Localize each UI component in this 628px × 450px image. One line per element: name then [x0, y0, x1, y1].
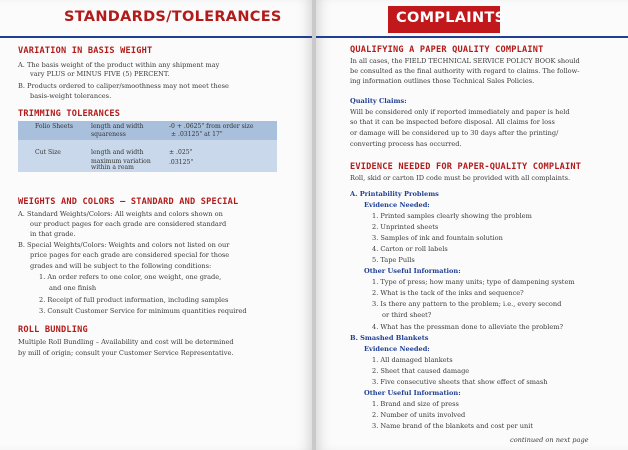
basis-line: basis-weight tolerances. — [30, 92, 112, 100]
roll-bundling-title: ROLL BUNDLING — [18, 325, 88, 335]
claims-line: or damage will be considered up to 30 days after the printing/ — [350, 129, 559, 137]
list-item: 2. Unprinted sheets — [372, 223, 439, 231]
list-item: 3. Five consecutive sheets that show effect of smash — [372, 378, 548, 386]
qual-line: be consulted as the final authority with regard to claims. The follow- — [350, 67, 580, 75]
list-item: 1. All damaged blankets — [372, 356, 453, 364]
table-cell: length and width — [91, 149, 144, 156]
evidence-title: EVIDENCE NEEDED FOR PAPER-QUALITY COMPLAINT — [350, 162, 582, 172]
list-item: 1. Type of press; how many units; type of dampening system — [372, 278, 575, 286]
smashed-blankets-title: B. Smashed Blankets — [350, 334, 429, 342]
basis-weight-title: VARIATION IN BASIS WEIGHT — [18, 46, 153, 56]
printability-title: A. Printability Problems — [350, 190, 439, 198]
table-cell: length and width — [91, 123, 144, 130]
list-item: or third sheet? — [382, 311, 432, 319]
colors-line: B. Special Weights/Colors: Weights and colors not listed on our — [18, 241, 230, 249]
qual-line: ing information outlines those Technical Sales Policies. — [350, 77, 535, 85]
trimming-title: TRIMMING TOLERANCES — [18, 109, 121, 119]
table-cell: within a ream — [91, 164, 134, 171]
table-cell: Folio Sheets — [35, 123, 73, 130]
continued-note: continued on next page — [510, 436, 589, 444]
colors-line: grades and will be subject to the following conditions: — [30, 262, 212, 270]
trimming-table — [18, 121, 277, 172]
claims-line: Will be considered only if reported immediately and paper is held — [350, 108, 570, 116]
evidence-intro: Roll, skid or carton ID code must be provided with all complaints. — [350, 174, 571, 182]
table-cell: ± .03125" at 17" — [171, 131, 223, 138]
roll-line: Multiple Roll Bundling – Availability and cost will be determined — [18, 338, 234, 346]
basis-line: vary PLUS or MINUS FIVE (5) PERCENT. — [30, 70, 170, 78]
colors-line: and one finish — [49, 284, 97, 292]
colors-line: in that grade. — [30, 230, 76, 238]
basis-line: B. Products ordered to caliper/smoothness may not meet these — [18, 82, 229, 90]
list-item: 1. Brand and size of press — [372, 400, 459, 408]
list-item: 3. Is there any pattern to the problem; i.e., every second — [372, 300, 562, 308]
basis-line: A. The basis weight of the product within any shipment may — [18, 61, 220, 69]
table-cell: maximum variation — [91, 158, 151, 165]
list-item: 1. Printed samples clearly showing the problem — [372, 212, 532, 220]
other-info-label: Other Useful Information: — [364, 267, 461, 275]
evidence-needed-label: Evidence Needed: — [364, 201, 430, 209]
list-item: 3. Samples of ink and fountain solution — [372, 234, 503, 242]
table-cell: .03125" — [169, 159, 194, 166]
table-cell: ± .025" — [169, 149, 193, 156]
other-info-label: Other Useful Information: — [364, 389, 461, 397]
list-item: 4. Carton or roll labels — [372, 245, 448, 253]
colors-line: price pages for each grade are considered special for those — [30, 251, 230, 259]
right-page-header: COMPLAINTS — [396, 10, 506, 26]
weights-colors-title: WEIGHTS AND COLORS – STANDARD AND SPECIAL — [18, 197, 239, 207]
left-page-header: STANDARDS/TOLERANCES — [64, 9, 282, 25]
left-page — [0, 0, 312, 450]
claims-line: so that it can be inspected before disposal. All claims for loss — [350, 118, 555, 126]
colors-line: 1. An order refers to one color, one weight, one grade, — [39, 273, 222, 281]
colors-line: our product pages for each grade are considered standard — [30, 220, 227, 228]
roll-line: by mill of origin; consult your Customer Service Representative. — [18, 349, 234, 357]
table-cell: squareness — [91, 131, 126, 138]
list-item: 4. What has the pressman done to alleviate the problem? — [372, 323, 564, 331]
claims-line: converting process has occurred. — [350, 140, 462, 148]
colors-line: 2. Receipt of full product information, including samples — [39, 296, 229, 304]
left-header-rule — [0, 36, 312, 38]
list-item: 2. Number of units involved — [372, 411, 466, 419]
qualifying-title: QUALIFYING A PAPER QUALITY COMPLAINT — [350, 45, 544, 55]
right-header-rule — [316, 36, 628, 38]
list-item: 2. Sheet that caused damage — [372, 367, 470, 375]
colors-line: 3. Consult Customer Service for minimum quantities required — [39, 307, 247, 315]
list-item: 2. What is the tack of the inks and sequence? — [372, 289, 524, 297]
list-item: 5. Tape Pulls — [372, 256, 415, 264]
table-cell: Cut Size — [35, 149, 61, 156]
table-cell: -0 + .0625" from order size — [169, 123, 254, 130]
list-item: 3. Name brand of the blankets and cost per unit — [372, 422, 534, 430]
evidence-needed-label: Evidence Needed: — [364, 345, 430, 353]
colors-line: A. Standard Weights/Colors: All weights and colors shown on — [18, 210, 223, 218]
quality-claims-label: Quality Claims: — [350, 97, 407, 105]
qual-line: In all cases, the FIELD TECHNICAL SERVICE POLICY BOOK should — [350, 57, 580, 65]
